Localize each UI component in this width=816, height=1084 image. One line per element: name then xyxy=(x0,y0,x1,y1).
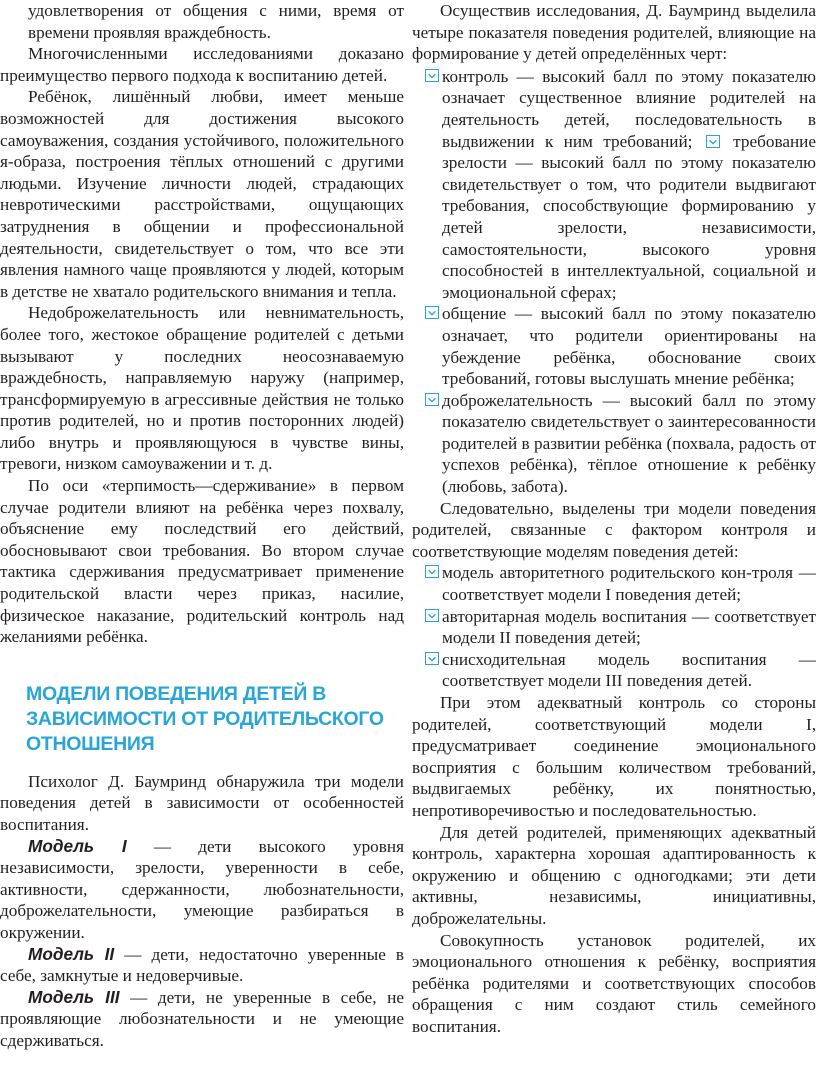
chevron-down-bullet-icon xyxy=(706,135,720,148)
model-3-label: Модель III xyxy=(28,986,120,1007)
paragraph: удовлетворения от общения с ними, время от времени проявляя враждебность. xyxy=(28,1,404,42)
chevron-down-bullet-icon xyxy=(425,609,439,622)
model-1-text: — дети высокого уровня независимости, зрелости, уверенности в себе, активности, сдержанности, любознательности, доброжелательности, умеющие разбираться в окружении. xyxy=(0,836,404,942)
paragraph: Многочисленными исследованиями доказано преимущество первого подхода к воспитанию детей. xyxy=(0,44,404,85)
parent-model-permissive: снисходительная модель воспитания — соответствует модели III поведения детей. xyxy=(442,649,816,691)
model-2-label: Модель II xyxy=(28,943,115,964)
chevron-down-bullet-icon xyxy=(425,565,439,578)
model-3-text: — дети, не уверенные в себе, не проявляющие любознательности и не умеющие сдерживаться. xyxy=(0,987,404,1050)
paragraph: Совокупность установок родителей, их эмоционального отношения к ребёнку, восприятия ребёнка родителями и соответствующих способов обращения с ним создают стиль семейного воспитания. xyxy=(412,930,816,1036)
list-item xyxy=(412,303,816,389)
paragraph: При этом адекватный контроль со стороны родителей, соответствующий модели I, предусматривает соединение эмоционального восприятия с большим количеством требований, выдвигаемых ребёнку, их понятностью, непротиворечивостью и последовательностью. xyxy=(412,693,816,820)
paragraph: Недоброжелательность или невнимательность, более того, жестокое обращение родителей с детьми вызывают у последних неосознаваемую враждебность, направляемую наружу (например, трансформируемую в агрессивные действия не только против родителей, но и против посторонних людей) либо внутрь и проявляющуюся в чувстве вины, тревоги, низком самоуважении и т. д. xyxy=(0,303,404,474)
chevron-down-bullet-icon xyxy=(425,393,439,406)
paragraph: Психолог Д. Баумринд обнаружила три модели поведения детей в зависимости от особенностей воспитания. xyxy=(0,771,404,834)
trait-maturity: требование зрелости — высокий балл по этому показателю свидетельствует о том, что родители выдвигают требования, способствующие формированию у детей зрелости, независимости, самостоятельности, высокого уровня способностей в интеллектуальной, социальной и эмоциональной сферах; xyxy=(442,131,816,302)
chevron-down-bullet-icon xyxy=(425,69,439,82)
trait-benevolence: доброжелательность — высокий балл по этому показателю свидетельствует о заинтересованности родителей в развитии ребёнка (похвала, радость от успехов ребёнка), тёплое отношение к ребёнку (любовь, забота). xyxy=(442,390,816,497)
paragraph: Следовательно, выделены три модели поведения родителей, связанные с фактором контроля и соответствующие моделям поведения детей: xyxy=(412,498,816,561)
list-item xyxy=(412,390,816,498)
parent-model-authoritative: модель авторитетного родительского кон-троля — соответствует модели I поведения детей; xyxy=(442,563,816,605)
parent-model-authoritarian: авторитарная модель воспитания — соответствует модели II поведения детей; xyxy=(442,606,816,648)
right-column xyxy=(412,0,816,1038)
model-2-text: — дети, недостаточно уверенные в себе, замкнутые и недоверчивые. xyxy=(0,944,404,986)
trait-control: контроль — высокий балл по этому показателю означает существенное влияние родителей на деятельность детей, последовательность в выдвижении к ним требований; xyxy=(442,66,816,151)
chevron-down-bullet-icon xyxy=(425,306,439,319)
section-heading: МОДЕЛИ ПОВЕДЕНИЯ ДЕТЕЙ В ЗАВИСИМОСТИ ОТ РОДИТЕЛЬСКОГО ОТНОШЕНИЯ xyxy=(26,682,384,755)
model-1-label: Модель I xyxy=(28,835,127,856)
paragraph: Осуществив исследования, Д. Баумринд выделила четыре показателя поведения родителей, влияющие на формирование у детей определённых черт: xyxy=(412,1,816,64)
paragraph: Для детей родителей, применяющих адекватный контроль, характерна хорошая адаптированность к окружению и общению с одногодками; эти дети активны, независимы, инициативны, доброжелательны. xyxy=(412,822,816,928)
list-item xyxy=(412,66,816,304)
paragraph: По оси «терпимость—сдерживание» в первом случае родители влияют на ребёнка через похвалу, объяснение ему последствий его действий, обосновывают свои требования. Во втором случае тактика сдерживания предусматривает применение родительской власти через приказ, насилие, физическое наказание, родительский контроль над желаниями ребёнка. xyxy=(0,476,404,647)
paragraph: Ребёнок, лишённый любви, имеет меньше возможностей для достижения высокого самоуважения, создания устойчивого, положительного я-образа, построения тёплых отношений с другими людьми. Изучение личности людей, страдающих невротическими расстройствами, ощущающих затруднения в общении и профессиональной деятельности, свидетельствует о том, что все эти явления намного чаще проявляются у людей, которым в детстве не хватало родительского внимания и тепла. xyxy=(0,87,404,301)
left-column xyxy=(0,0,404,1052)
chevron-down-bullet-icon xyxy=(425,652,439,665)
model-1-description xyxy=(0,836,404,944)
trait-communication: общение — высокий балл по этому показателю означает, что родители ориентированы на убеждение ребёнка, обоснование своих требований, готовы выслушать мнение ребёнка; xyxy=(442,304,816,389)
list-item xyxy=(412,649,816,692)
list-item xyxy=(412,562,816,605)
list-item xyxy=(412,606,816,649)
model-3-description xyxy=(0,987,404,1052)
model-2-description xyxy=(0,944,404,987)
